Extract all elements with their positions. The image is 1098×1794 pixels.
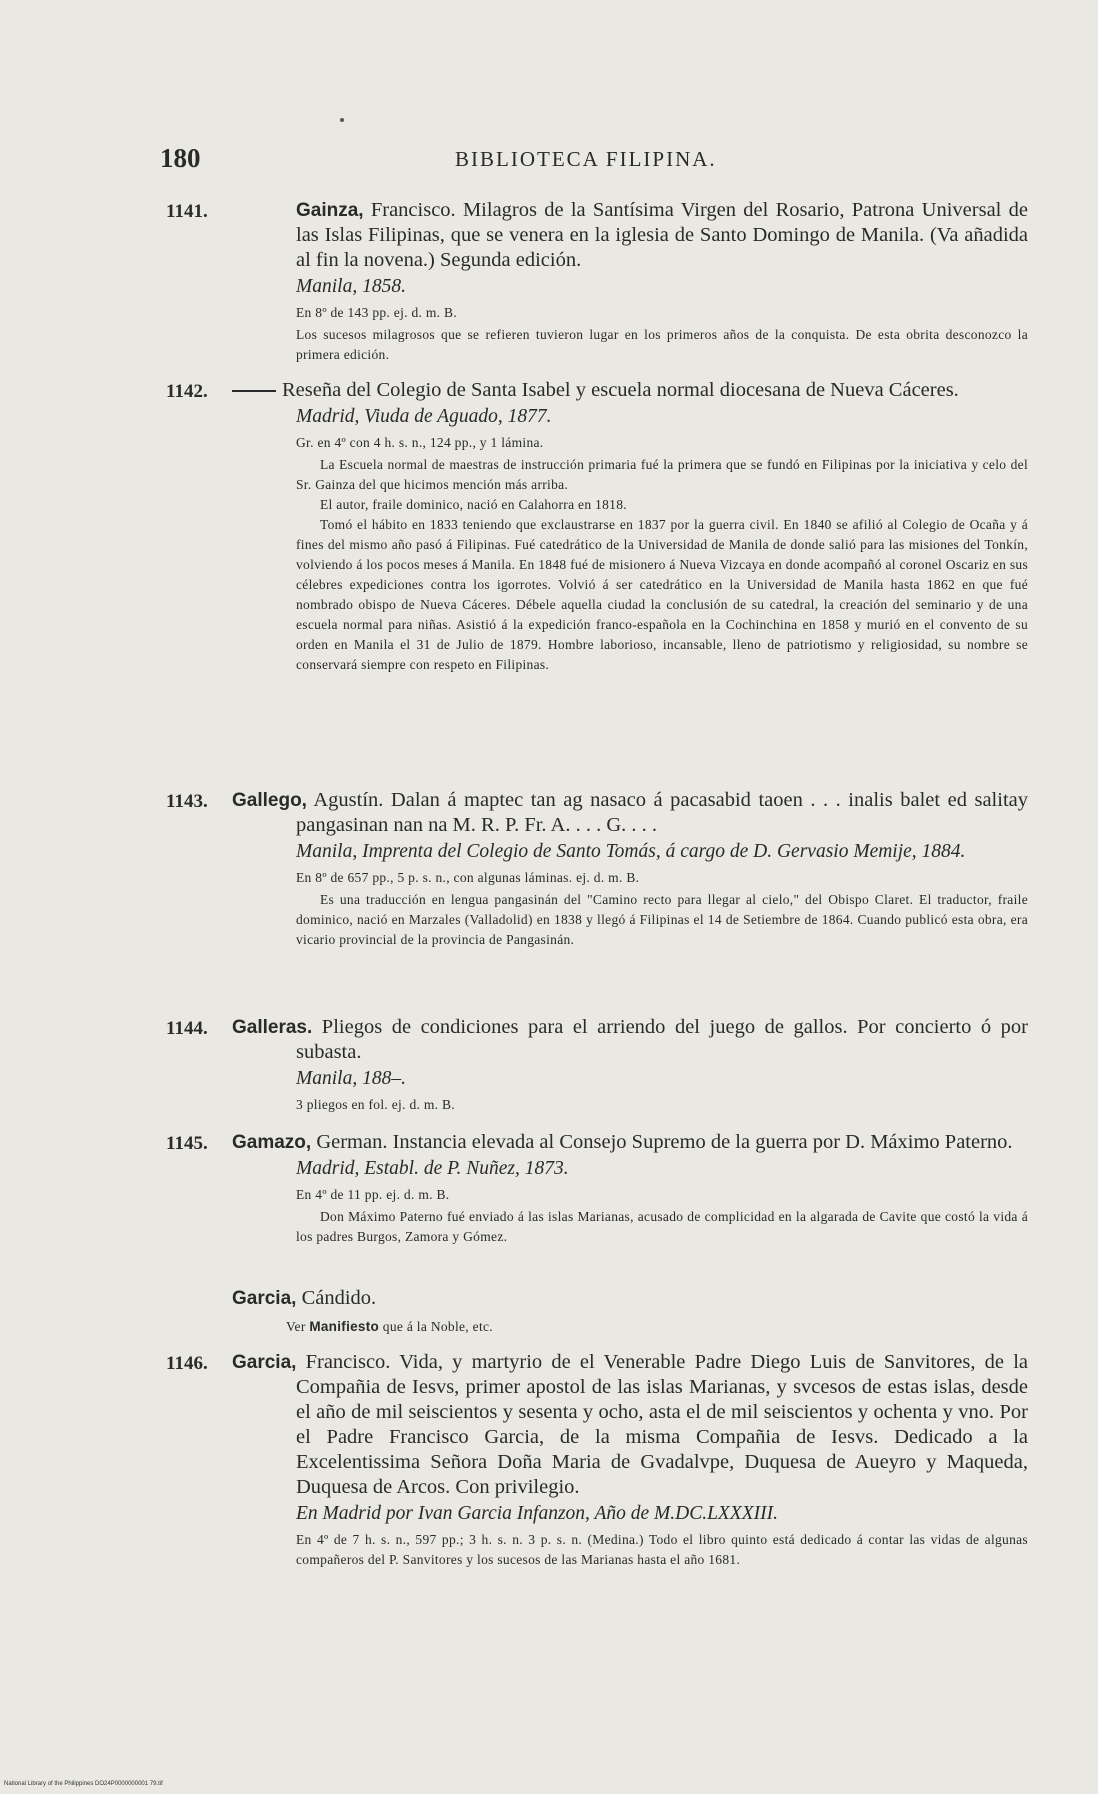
entry-imprint: Madrid, Viuda de Aguado, 1877. <box>296 406 552 427</box>
see-link-text: Manifiesto <box>309 1319 380 1334</box>
entry-note: El autor, fraile dominico, nació en Calahorra en 1818. <box>320 497 627 512</box>
page-number: 180 <box>160 143 201 173</box>
entry-number: 1143. <box>166 791 208 812</box>
entry-title: Agustín. Dalan á maptec tan ag nasaco á pacasabid taoen . . . inalis balet ed salitay pangasinan nan na M. R. P. Fr. A. . . . G. . . . <box>296 789 1028 836</box>
entry-author: Gainza, <box>296 200 364 221</box>
entry-title: Francisco. Milagros de la Santísima Virgen del Rosario, Patrona Universal de las Islas Filipinas, que se venera en la iglesia de Santo Domingo de Manila. (Va añadida al fin la novena.) Segunda edición. <box>296 199 1028 271</box>
entry-imprint: Manila, 188–. <box>296 1068 406 1089</box>
entry-imprint: Manila, 1858. <box>296 276 406 297</box>
entry-number: 1141. <box>166 201 208 222</box>
see-prefix: Ver <box>286 1319 310 1334</box>
entry-title: Francisco. Vida, y martyrio de el Venerable Padre Diego Luis de Sanvitores, de la Compañia de Iesvs, primer apostol de las islas Marianas, y svcesos de estas islas, desde el año de mil seiscientos y sesenta y ocho, asta el de mil seiscientos y ochenta y vno. Por el Padre Francisco Garcia, de la misma Compañia de Iesvs. Dedicado a la Excelentissima Señora Doña Maria de Gvadalvpe, Duquesa de Aueyro y Maqueda, Duquesa de Arcos. Con privilegio. <box>296 1351 1028 1498</box>
entry-author: Gallego, <box>232 790 307 811</box>
entry-number: 1145. <box>166 1133 208 1154</box>
entry-number: 1144. <box>166 1018 208 1039</box>
ditto-dash <box>232 390 276 392</box>
entry-collation: Gr. en 4º con 4 h. s. n., 124 pp., y 1 lámina. <box>296 435 544 450</box>
entry-author: Gamazo, <box>232 1132 312 1153</box>
entry-title: Reseña del Colegio de Santa Isabel y escuela normal diocesana de Nueva Cáceres. <box>282 379 959 401</box>
entry-note: Es una traducción en lengua pangasinán del "Camino recto para llegar al cielo," del Obispo Claret. El traductor, fraile dominico, nació en Marzales (Valladolid) en 1838 y llegó á Filipinas el 14 de Setiembre de 1864. Cuando publicó esta obra, era vicario provincial de la provincia de Pangasinán. <box>296 892 1028 947</box>
entry-title: Pliegos de condiciones para el arriendo del juego de gallos. Por concierto ó por subasta. <box>296 1016 1028 1063</box>
entry-collation: 3 pliegos en fol. ej. d. m. B. <box>296 1097 455 1112</box>
entry-author: Garcia, <box>232 1352 297 1373</box>
entry-title: Cándido. <box>296 1287 377 1309</box>
entry-author: Galleras. <box>232 1017 313 1038</box>
entry-number: 1142. <box>166 381 208 402</box>
entry-note: Los sucesos milagrosos que se refieren tuvieron lugar en los primeros años de la conquista. De esta obrita desconozco la primera edición. <box>296 327 1028 362</box>
entry-note: Tomó el hábito en 1833 teniendo que exclaustrarse en 1837 por la guerra civil. En 1840 se afilió al Colegio de Ocaña y á fines del mismo año pasó á Filipinas. Fué catedrático de la Universidad de Manila de donde salió para las misiones del Tonkín, volviendo á los pocos meses á Manila. En 1848 fué de misionero á Nueva Vizcaya en donde acompañó al coronel Oscariz en sus célebres expediciones contra los igorrotes. Volvió á ser catedrático en la Universidad de Manila hasta 1862 en que fué nombrado obispo de Nueva Cáceres. Débele aquella ciudad la conclusión de su catedral, la creación del seminario y de una escuela normal para niñas. Asistió á la expedición franco-española en la Cochinchina en 1858 y murió en el convento de su orden en Manila el 31 de Julio de 1879. Hombre laborioso, incansable, lleno de patriotismo y religiosidad, su nombre se conservará siempre con respeto en Filipinas. <box>296 517 1028 672</box>
entry-imprint: Madrid, Establ. de P. Nuñez, 1873. <box>296 1158 569 1179</box>
entry-collation: En 8º de 143 pp. ej. d. m. B. <box>296 305 457 320</box>
running-title: BIBLIOTECA FILIPINA. <box>455 147 717 171</box>
entry-imprint: En Madrid por Ivan Garcia Infanzon, Año de M.DC.LXXXIII. <box>296 1503 779 1524</box>
entry-author: Garcia, <box>232 1288 297 1309</box>
entry-collation: En 8º de 657 pp., 5 p. s. n., con algunas láminas. ej. d. m. B. <box>296 870 640 885</box>
entry-title: German. Instancia elevada al Consejo Supremo de la guerra por D. Máximo Paterno. <box>311 1131 1013 1153</box>
ink-speck <box>340 118 344 122</box>
entry-imprint: Manila, Imprenta del Colegio de Santo Tomás, á cargo de D. Gervasio Memije, 1884. <box>296 841 966 862</box>
entry-note: La Escuela normal de maestras de instrucción primaria fué la primera que se fundó en Filipinas por la iniciativa y celo del Sr. Gainza del que hicimos mención más arriba. <box>296 457 1028 492</box>
entry-collation: En 4º de 11 pp. ej. d. m. B. <box>296 1187 450 1202</box>
entry-note: Don Máximo Paterno fué enviado á las islas Marianas, acusado de complicidad en la algarada de Cavite que costó la vida á los padres Burgos, Zamora y Gómez. <box>296 1209 1028 1244</box>
entry-note: En 4º de 7 h. s. n., 597 pp.; 3 h. s. n. 3 p. s. n. (Medina.) Todo el libro quinto está dedicado á contar las vidas de algunas compañeros del P. Sanvitores y los sucesos de las Marianas hasta el año 1681. <box>296 1532 1028 1567</box>
see-reference <box>232 1317 1028 1337</box>
scan-footer: National Library of the Philippines DO24P0000000001 79.tif <box>4 1781 163 1787</box>
see-suffix: que á la Noble, etc. <box>379 1319 493 1334</box>
entry-number: 1146. <box>166 1353 208 1374</box>
